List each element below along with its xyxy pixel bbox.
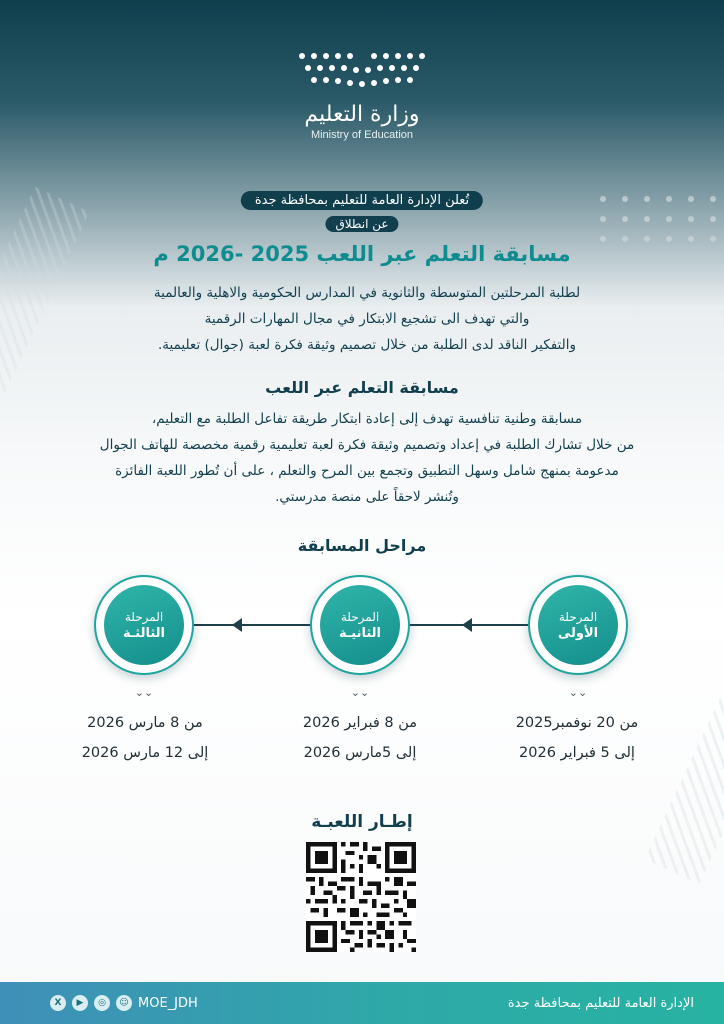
social-links (50, 995, 198, 1011)
competition-heading: مسابقة التعلم عبر اللعب (265, 378, 459, 397)
chevron-down-icon: ⌄⌄ (134, 686, 154, 699)
stage-name: الثانيـة (338, 625, 382, 641)
arrow-left-icon (462, 618, 472, 632)
stage-date-from: من 20 نوفمبر2025 (515, 715, 639, 731)
chevron-down-icon: ⌄⌄ (350, 686, 370, 699)
description-line: من خلال تشارك الطلبة في إعداد وتصميم وثيقة فكرة لعبة تعليمية رقمية مخصصة للهاتف الجوال (99, 437, 635, 453)
footer-org-name: الإدارة العامة للتعليم بمحافظة جدة (507, 995, 694, 1011)
logo-english-text: Ministry of Education (310, 129, 414, 141)
stage-name: الأولى (557, 625, 599, 641)
social-handle[interactable]: MOE_JDH (138, 995, 198, 1011)
stage-label: المرحلة (340, 609, 380, 624)
stage-second-dates (275, 708, 445, 768)
description-line: وتُنشر لاحقاً على منصة مدرستي. (275, 489, 459, 505)
intro-line: والتفكير الناقد لدى الطلبة من خلال تصميم وثيقة فكرة لعبة (جوال) تعليمية. (157, 337, 576, 353)
stage-date-to: إلى 5مارس 2026 (303, 745, 417, 761)
x-icon[interactable]: X (50, 995, 66, 1011)
stage-label: المرحلة (558, 609, 598, 624)
intro-paragraph (40, 280, 694, 358)
launch-label: عن انطلاق (325, 216, 398, 232)
announcement-banner: تُعلن الإدارة العامة للتعليم بمحافظة جدة (241, 191, 483, 210)
page-title: مسابقة التعلم عبر اللعب 2025 -2026 م (153, 242, 571, 266)
instagram-icon[interactable]: ◎ (94, 995, 110, 1011)
snapchat-icon[interactable]: ☺ (116, 995, 132, 1011)
stage-date-from: من 8 فبراير 2026 (302, 715, 418, 731)
footer-bar (0, 982, 724, 1024)
intro-line: والتي تهدف الى تشجيع الابتكار في مجال المهارات الرقمية (204, 311, 530, 327)
decor-dots-right (600, 196, 718, 242)
description-line: مدعومة بمنهج شامل وسهل التطبيق وتجمع بين المرح والتعلم ، على أن تُطور اللعبة الفائزة (115, 463, 619, 479)
stage-second-badge (320, 585, 400, 665)
competition-description (40, 406, 694, 510)
description-line: مسابقة وطنية تنافسية تهدف إلى إعادة ابتكار طريقة تفاعل الطلبة مع التعليم، (151, 411, 583, 427)
logo-arabic-text: وزارة التعليم (304, 102, 420, 127)
ministry-logo-icon (292, 48, 432, 96)
qr-code[interactable] (306, 842, 416, 952)
intro-line: لطلبة المرحلتين المتوسطة والثانوية في المدارس الحكومية والاهلية والعالمية (153, 285, 581, 301)
chevron-down-icon: ⌄⌄ (568, 686, 588, 699)
stage-first-circle (528, 575, 628, 675)
stages-heading: مراحل المسابقة (297, 536, 427, 555)
stage-name: الثالثـة (122, 625, 166, 641)
arrow-left-icon (232, 618, 242, 632)
stage-third-dates (60, 708, 230, 768)
stage-third-badge (104, 585, 184, 665)
stage-date-to: إلى 5 فبراير 2026 (519, 745, 635, 761)
stage-label: المرحلة (124, 609, 164, 624)
stage-first-dates (492, 708, 662, 768)
ministry-logo (0, 48, 724, 141)
stage-second-circle (310, 575, 410, 675)
stage-date-to: إلى 12 مارس 2026 (81, 745, 209, 761)
stage-date-from: من 8 مارس 2026 (87, 715, 203, 731)
stage-third-circle (94, 575, 194, 675)
game-frame-heading: إطـار اللعبـة (311, 812, 413, 832)
stage-first-badge (538, 585, 618, 665)
youtube-icon[interactable]: ▶ (72, 995, 88, 1011)
